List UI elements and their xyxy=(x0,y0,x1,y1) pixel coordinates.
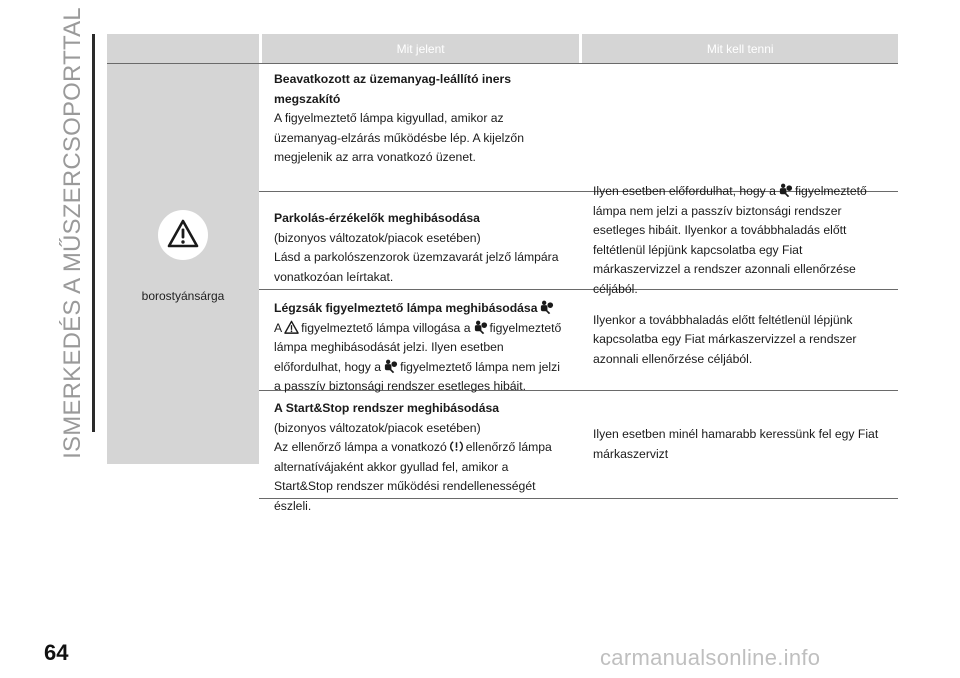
watermark: carmanualsonline.info xyxy=(600,645,821,670)
table-row xyxy=(259,391,898,513)
row-action: Ilyenkor a továbbhaladás előtt feltétlenül lépjünk kapcsolatba egy Fiat márkaszervizzel a rendszer azonnali ellenőrzése céljából. xyxy=(593,312,857,366)
action-cell xyxy=(579,64,898,191)
airbag-icon xyxy=(778,183,793,198)
row-text-part: figyelmeztető lámpa meghibásodását jelzi. Ilyen esetben előfordulhat, hogy a xyxy=(274,320,562,374)
header-action: Mit kell tenni xyxy=(579,34,898,63)
table-row xyxy=(259,184,898,296)
row-action: Ilyen esetben minél hamarabb keressünk fel egy Fiat márkaszervizt xyxy=(593,427,879,461)
row-text-part: figyelmeztető lámpa villogása a xyxy=(301,320,471,335)
row-text-part: A xyxy=(274,320,283,335)
section-title-text: ISMERKEDÉS A MŰSZERCSOPORTTAL xyxy=(59,7,86,459)
row-title-text: Légzsák figyelmeztető lámpa meghibásodása xyxy=(274,301,538,315)
row-title: A Start&Stop rendszer meghibásodása xyxy=(274,401,500,415)
action-cell xyxy=(579,184,898,296)
header-meaning: Mit jelent xyxy=(259,34,580,63)
airbag-icon xyxy=(473,320,488,335)
row-text xyxy=(274,319,569,397)
row-text xyxy=(274,438,569,516)
action-cell xyxy=(579,290,898,390)
row-subtitle: (bizonyos változatok/piacok esetében) xyxy=(274,230,481,245)
row-title: Parkolás-érzékelők meghibásodása xyxy=(274,211,480,225)
row-text-part: ellenőrző lámpa alternatívájaként akkor gyullad fel, amikor a Start&Stop rendszer működési rendellenességét észleli. xyxy=(274,440,552,513)
airbag-icon xyxy=(383,359,398,374)
section-divider xyxy=(92,34,95,432)
row-text: Lásd a parkolószenzorok üzemzavarát jelző lámpára vonatkozóan leírtakat. xyxy=(274,250,559,284)
meaning-cell xyxy=(259,64,579,191)
row-title xyxy=(274,299,569,319)
row-text: A figyelmeztető lámpa kigyullad, amikor az üzemanyag-elzárás működésbe lép. A kijelzőn megjelenik az arra vonatkozó üzenet. xyxy=(274,111,524,164)
row-subtitle: (bizonyos változatok/piacok esetében) xyxy=(274,420,481,435)
airbag-icon xyxy=(539,300,554,315)
section-title xyxy=(52,7,94,459)
action-text-part: Ilyen esetben előfordulhat, hogy a xyxy=(593,184,776,198)
start-stop-icon xyxy=(449,439,464,454)
row-text-part: figyelmeztető lámpa nem jelzi a passzív biztonsági rendszer esetleges hibáit. xyxy=(274,359,560,393)
warning-light-cell xyxy=(107,64,259,464)
table-header xyxy=(107,34,898,64)
warning-light-color: borostyánsárga xyxy=(141,289,225,303)
action-cell xyxy=(579,391,898,498)
meaning-cell xyxy=(259,192,579,289)
meaning-cell xyxy=(259,290,579,393)
page-number: 64 xyxy=(44,640,69,665)
row-title: Beavatkozott az üzemanyag-leállító iners megszakító xyxy=(274,72,512,106)
row-text-part: Az ellenőrző lámpa a vonatkozó xyxy=(274,440,447,454)
row-action xyxy=(593,182,888,299)
header-empty-cell xyxy=(107,34,259,63)
action-text-part: figyelmeztető lámpa nem jelzi a passzív biztonsági rendszer esetleges hibáit. Ilyenkor a továbbhaladás előtt feltétlenül lépjünk kapcsolatba egy Fiat márkaszervizzel a rendszer azonnali ellenőrzése céljából. xyxy=(593,184,867,296)
table-row xyxy=(259,64,898,192)
warning-lights-table xyxy=(107,34,898,513)
warning-triangle-icon xyxy=(157,209,209,261)
warning-triangle-icon xyxy=(284,320,299,335)
table-row xyxy=(259,290,898,391)
meaning-cell xyxy=(259,391,579,513)
